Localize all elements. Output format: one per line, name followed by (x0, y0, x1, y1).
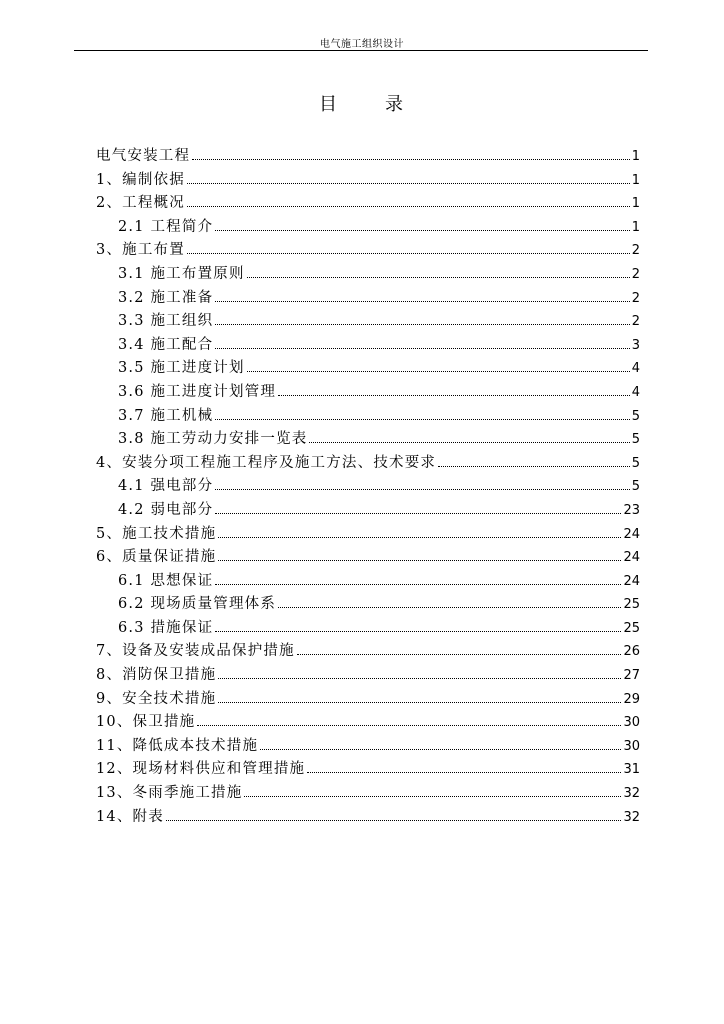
toc-entry[interactable] (96, 735, 640, 759)
toc-dot-leader (215, 419, 629, 420)
toc-entry[interactable] (96, 452, 640, 476)
toc-entry-page-number: 24 (623, 526, 640, 542)
header-rule (74, 50, 648, 51)
toc-entry-label: 3.5 施工进度计划 (118, 360, 245, 377)
toc-dot-leader (215, 631, 621, 632)
toc-list (96, 145, 640, 829)
toc-dot-leader (278, 395, 630, 396)
toc-entry-page-number: 2 (631, 290, 640, 306)
toc-entry-label: 4.1 强电部分 (118, 478, 214, 495)
toc-entry-page-number: 27 (623, 668, 640, 684)
toc-entry[interactable] (96, 145, 640, 169)
toc-entry[interactable] (96, 310, 640, 334)
toc-entry-label: 3.3 施工组织 (118, 313, 214, 330)
toc-dot-leader (215, 513, 621, 514)
toc-dot-leader (309, 442, 629, 443)
toc-title-char-2: 录 (385, 94, 405, 115)
toc-title-char-1: 目 (319, 94, 339, 115)
toc-entry-page-number: 5 (631, 432, 640, 448)
toc-dot-leader (187, 206, 630, 207)
toc-entry[interactable] (96, 806, 640, 830)
toc-entry-label: 6、质量保证措施 (96, 549, 217, 566)
toc-entry-label: 5、施工技术措施 (96, 525, 217, 542)
toc-dot-leader (218, 537, 621, 538)
toc-entry-label: 1、编制依据 (96, 171, 185, 188)
toc-dot-leader (307, 772, 621, 773)
toc-dot-leader (438, 466, 630, 467)
toc-entry-page-number: 2 (631, 266, 640, 282)
toc-entry[interactable] (96, 428, 640, 452)
toc-entry[interactable] (96, 546, 640, 570)
toc-entry-label: 2、工程概况 (96, 195, 185, 212)
toc-entry[interactable] (96, 357, 640, 381)
toc-dot-leader (247, 371, 630, 372)
toc-entry-page-number: 2 (631, 243, 640, 259)
toc-entry-label: 3.6 施工进度计划管理 (118, 383, 277, 400)
toc-entry-page-number: 25 (623, 597, 640, 613)
toc-dot-leader (192, 159, 630, 160)
toc-dot-leader (215, 584, 621, 585)
toc-entry[interactable] (96, 263, 640, 287)
toc-entry[interactable] (96, 239, 640, 263)
toc-entry-page-number: 30 (623, 738, 640, 754)
toc-entry[interactable] (96, 499, 640, 523)
toc-entry[interactable] (96, 287, 640, 311)
toc-entry-page-number: 29 (623, 691, 640, 707)
toc-entry-label: 13、冬雨季施工措施 (96, 785, 243, 802)
toc-entry-page-number: 1 (631, 149, 640, 164)
toc-entry-label: 3.7 施工机械 (118, 407, 214, 424)
toc-entry-page-number: 24 (623, 573, 640, 589)
toc-dot-leader (187, 253, 630, 254)
toc-entry-label: 3、施工布置 (96, 242, 185, 259)
toc-dot-leader (215, 301, 629, 302)
toc-entry-page-number: 26 (623, 644, 640, 660)
toc-entry-label: 4.2 弱电部分 (118, 501, 214, 518)
toc-entry-label: 10、保卫措施 (96, 714, 196, 731)
toc-entry-page-number: 1 (631, 219, 640, 235)
toc-entry[interactable] (96, 570, 640, 594)
toc-dot-leader (297, 654, 622, 655)
toc-dot-leader (197, 725, 621, 726)
toc-entry-label: 3.2 施工准备 (118, 289, 214, 306)
toc-dot-leader (215, 230, 629, 231)
toc-entry[interactable] (96, 523, 640, 547)
toc-entry-page-number: 4 (631, 384, 640, 400)
running-header-title: 电气施工组织设计 (320, 39, 404, 50)
toc-dot-leader (218, 702, 621, 703)
toc-entry-label: 6.3 措施保证 (118, 619, 214, 636)
toc-dot-leader (215, 324, 629, 325)
toc-entry[interactable] (96, 640, 640, 664)
toc-entry-page-number: 32 (623, 809, 640, 825)
toc-entry-page-number: 24 (623, 550, 640, 566)
toc-entry[interactable] (96, 334, 640, 358)
toc-entry-page-number: 4 (631, 361, 640, 377)
toc-entry-page-number: 30 (623, 715, 640, 731)
toc-dot-leader (278, 607, 621, 608)
toc-dot-leader (247, 277, 630, 278)
toc-entry[interactable] (96, 664, 640, 688)
toc-entry[interactable] (96, 405, 640, 429)
toc-entry-label: 14、附表 (96, 808, 164, 825)
toc-entry[interactable] (96, 381, 640, 405)
toc-dot-leader (166, 820, 622, 821)
toc-entry-label: 6.1 思想保证 (118, 572, 214, 589)
toc-entry-page-number: 5 (631, 408, 640, 424)
toc-entry-label: 3.8 施工劳动力安排一览表 (118, 431, 308, 448)
toc-entry-page-number: 32 (623, 786, 640, 802)
toc-dot-leader (218, 678, 621, 679)
toc-dot-leader (244, 796, 621, 797)
toc-entry[interactable] (96, 169, 640, 193)
toc-dot-leader (218, 560, 621, 561)
toc-entry[interactable] (96, 593, 640, 617)
toc-entry-label: 7、设备及安装成品保护措施 (96, 643, 295, 660)
toc-entry-label: 3.1 施工布置原则 (118, 265, 245, 282)
toc-entry-label: 4、安装分项工程施工程序及施工方法、技术要求 (96, 454, 437, 471)
toc-entry-label: 12、现场材料供应和管理措施 (96, 761, 306, 778)
toc-entry[interactable] (96, 192, 640, 216)
toc-entry-label: 8、消防保卫措施 (96, 667, 217, 684)
toc-entry-page-number: 1 (631, 196, 640, 212)
toc-entry-label: 9、安全技术措施 (96, 690, 217, 707)
toc-entry-label: 2.1 工程简介 (118, 218, 214, 235)
toc-entry[interactable] (96, 688, 640, 712)
toc-dot-leader (260, 749, 621, 750)
toc-entry-page-number: 1 (631, 172, 640, 188)
toc-entry[interactable] (96, 475, 640, 499)
toc-entry[interactable] (96, 758, 640, 782)
toc-entry[interactable] (96, 711, 640, 735)
toc-entry-page-number: 3 (631, 337, 640, 353)
toc-entry[interactable] (96, 216, 640, 240)
toc-entry-page-number: 2 (631, 314, 640, 330)
toc-entry-page-number: 25 (623, 620, 640, 636)
toc-entry-label: 电气安装工程 (96, 148, 191, 164)
toc-entry-label: 3.4 施工配合 (118, 336, 214, 353)
toc-entry-page-number: 31 (623, 762, 640, 778)
toc-entry-page-number: 23 (623, 502, 640, 518)
toc-dot-leader (215, 489, 629, 490)
toc-entry-page-number: 5 (631, 455, 640, 471)
toc-entry-label: 6.2 现场质量管理体系 (118, 596, 277, 613)
toc-title (0, 90, 724, 116)
toc-entry-label: 11、降低成本技术措施 (96, 737, 259, 754)
toc-dot-leader (187, 183, 630, 184)
toc-entry[interactable] (96, 782, 640, 806)
toc-entry-page-number: 5 (631, 479, 640, 495)
toc-dot-leader (215, 348, 629, 349)
toc-entry[interactable] (96, 617, 640, 641)
